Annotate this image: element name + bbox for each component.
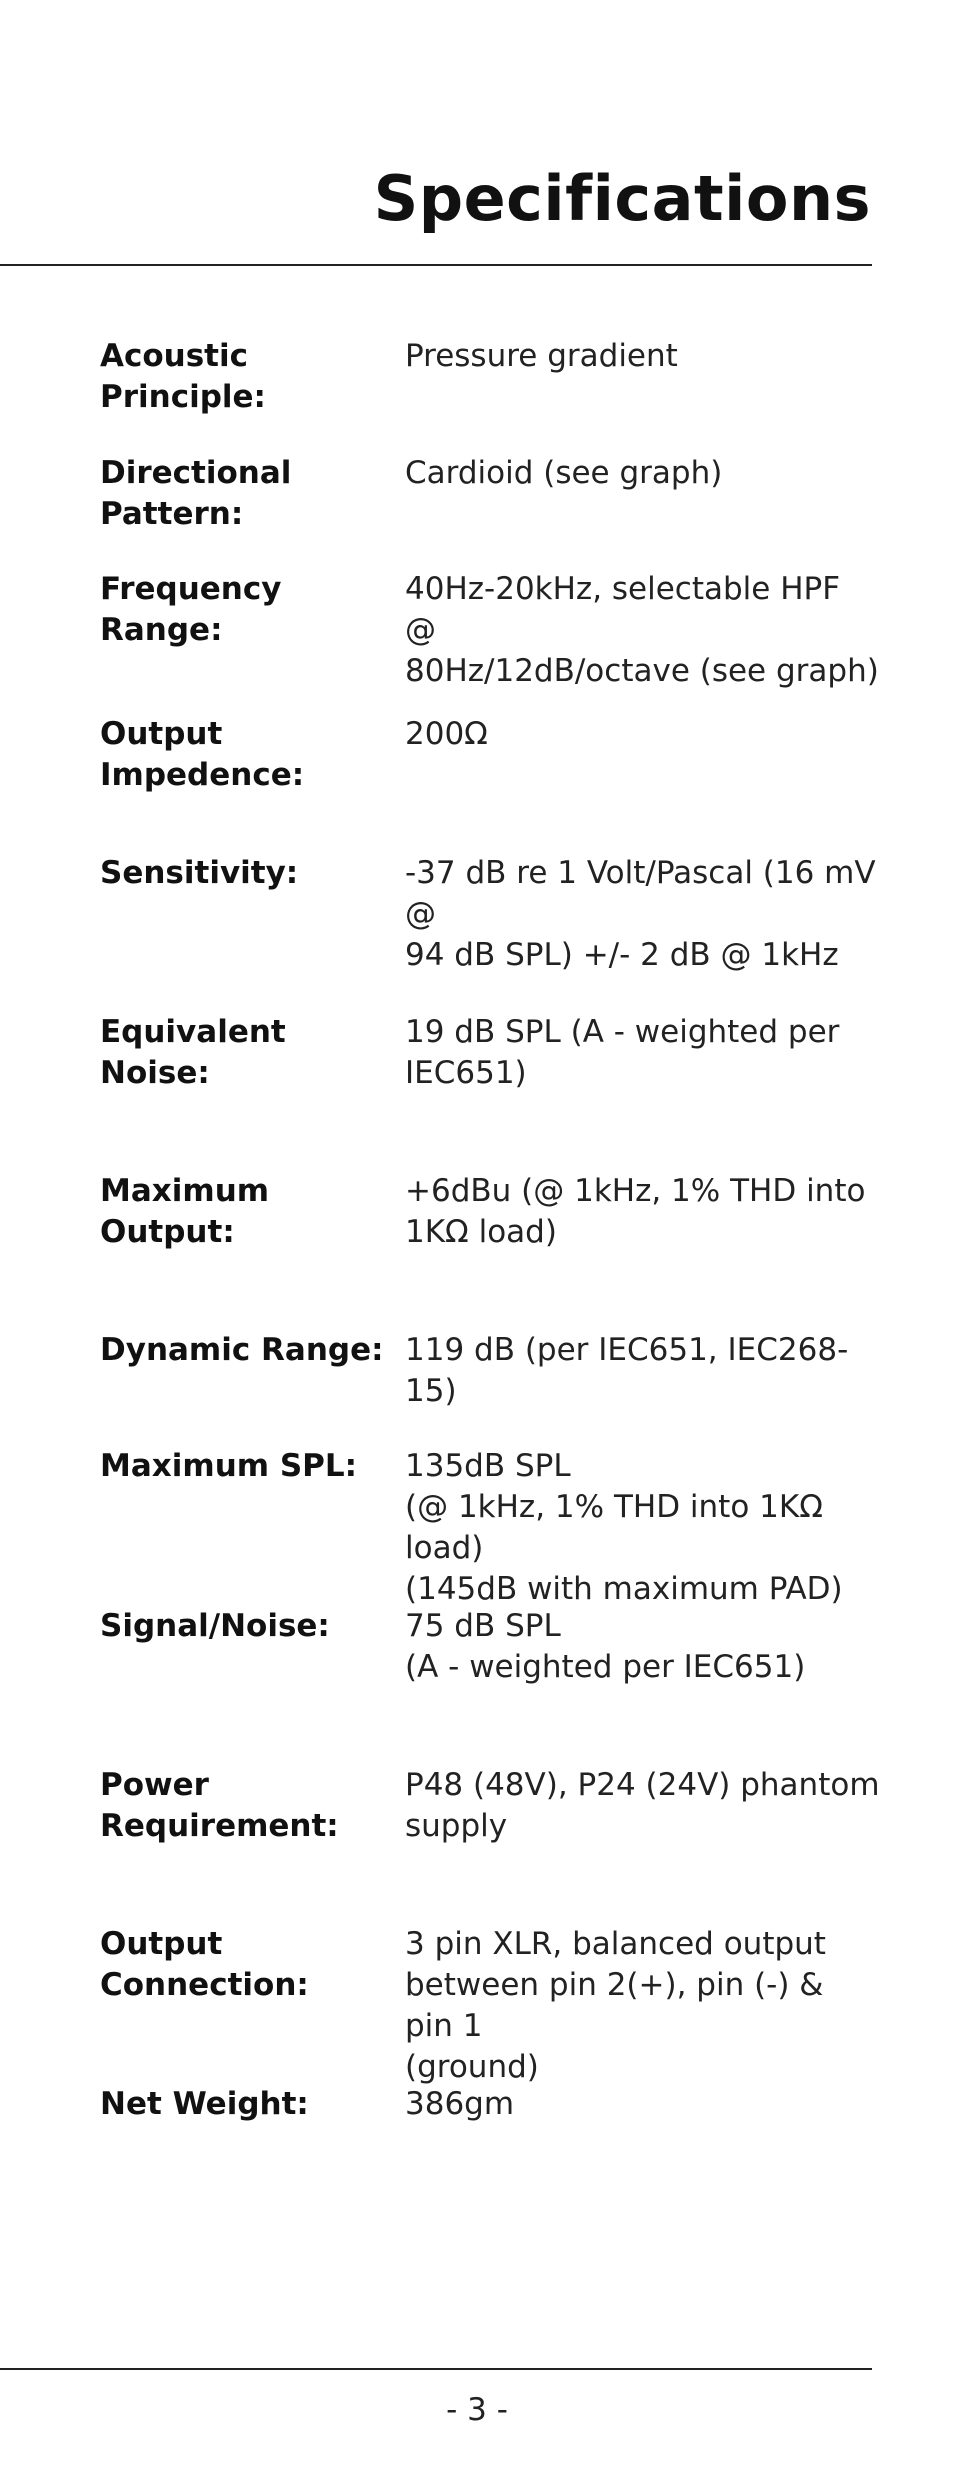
spec-label: Power Requirement: [100,1767,339,1844]
spec-label: Sensitivity: [100,855,299,891]
spec-label: Maximum Output: [100,1173,270,1250]
spec-row-maximum-spl [100,1446,880,1610]
spec-value: 75 dB SPL (A - weighted per IEC651) [405,1608,806,1685]
spec-row-directional-pattern [100,453,880,535]
spec-label: Signal/Noise: [100,1608,330,1644]
spec-value: 200Ω [405,716,488,752]
spec-row-output-connection [100,1924,880,2088]
spec-value: 386gm [405,2086,515,2122]
spec-label: Equivalent Noise: [100,1014,286,1091]
spec-value: P48 (48V), P24 (24V) phantom supply [405,1767,880,1844]
spec-row-sensitivity [100,853,880,976]
bottom-divider [0,2368,872,2370]
spec-row-signal-noise [100,1606,880,1688]
top-divider [0,264,872,266]
spec-label: Directional Pattern: [100,455,292,532]
spec-value: 3 pin XLR, balanced output between pin 2(+), pin (-) & pin 1 (ground) [405,1926,826,2085]
spec-label: Acoustic Principle: [100,338,266,415]
spec-value: 40Hz-20kHz, selectable HPF @ 80Hz/12dB/octave (see graph) [405,571,879,689]
spec-row-frequency-range [100,569,880,692]
spec-row-acoustic-principle [100,336,880,418]
spec-value: 119 dB (per IEC651, IEC268-15) [405,1332,849,1409]
spec-value: +6dBu (@ 1kHz, 1% THD into 1KΩ load) [405,1173,866,1250]
spec-label: Dynamic Range: [100,1332,384,1368]
page-title: Specifications [373,162,871,235]
spec-label: Output Connection: [100,1926,309,2003]
spec-row-dynamic-range [100,1330,880,1412]
spec-row-power-requirement [100,1765,880,1847]
spec-label: Maximum SPL: [100,1448,358,1484]
spec-value: Cardioid (see graph) [405,455,723,491]
spec-label: Frequency Range: [100,571,282,648]
spec-value: Pressure gradient [405,338,678,374]
spec-row-maximum-output [100,1171,880,1253]
spec-value: -37 dB re 1 Volt/Pascal (16 mV @ 94 dB SPL) +/- 2 dB @ 1kHz [405,855,876,973]
spec-value: 135dB SPL (@ 1kHz, 1% THD into 1KΩ load) (145dB with maximum PAD) [405,1448,843,1607]
spec-value: 19 dB SPL (A - weighted per IEC651) [405,1014,840,1091]
spec-label: Output Impedence: [100,716,305,793]
spec-row-net-weight [100,2084,880,2125]
spec-row-equivalent-noise [100,1012,880,1094]
spec-label: Net Weight: [100,2086,309,2122]
spec-row-output-impedance [100,714,880,796]
page-number: - 3 - [446,2392,508,2428]
